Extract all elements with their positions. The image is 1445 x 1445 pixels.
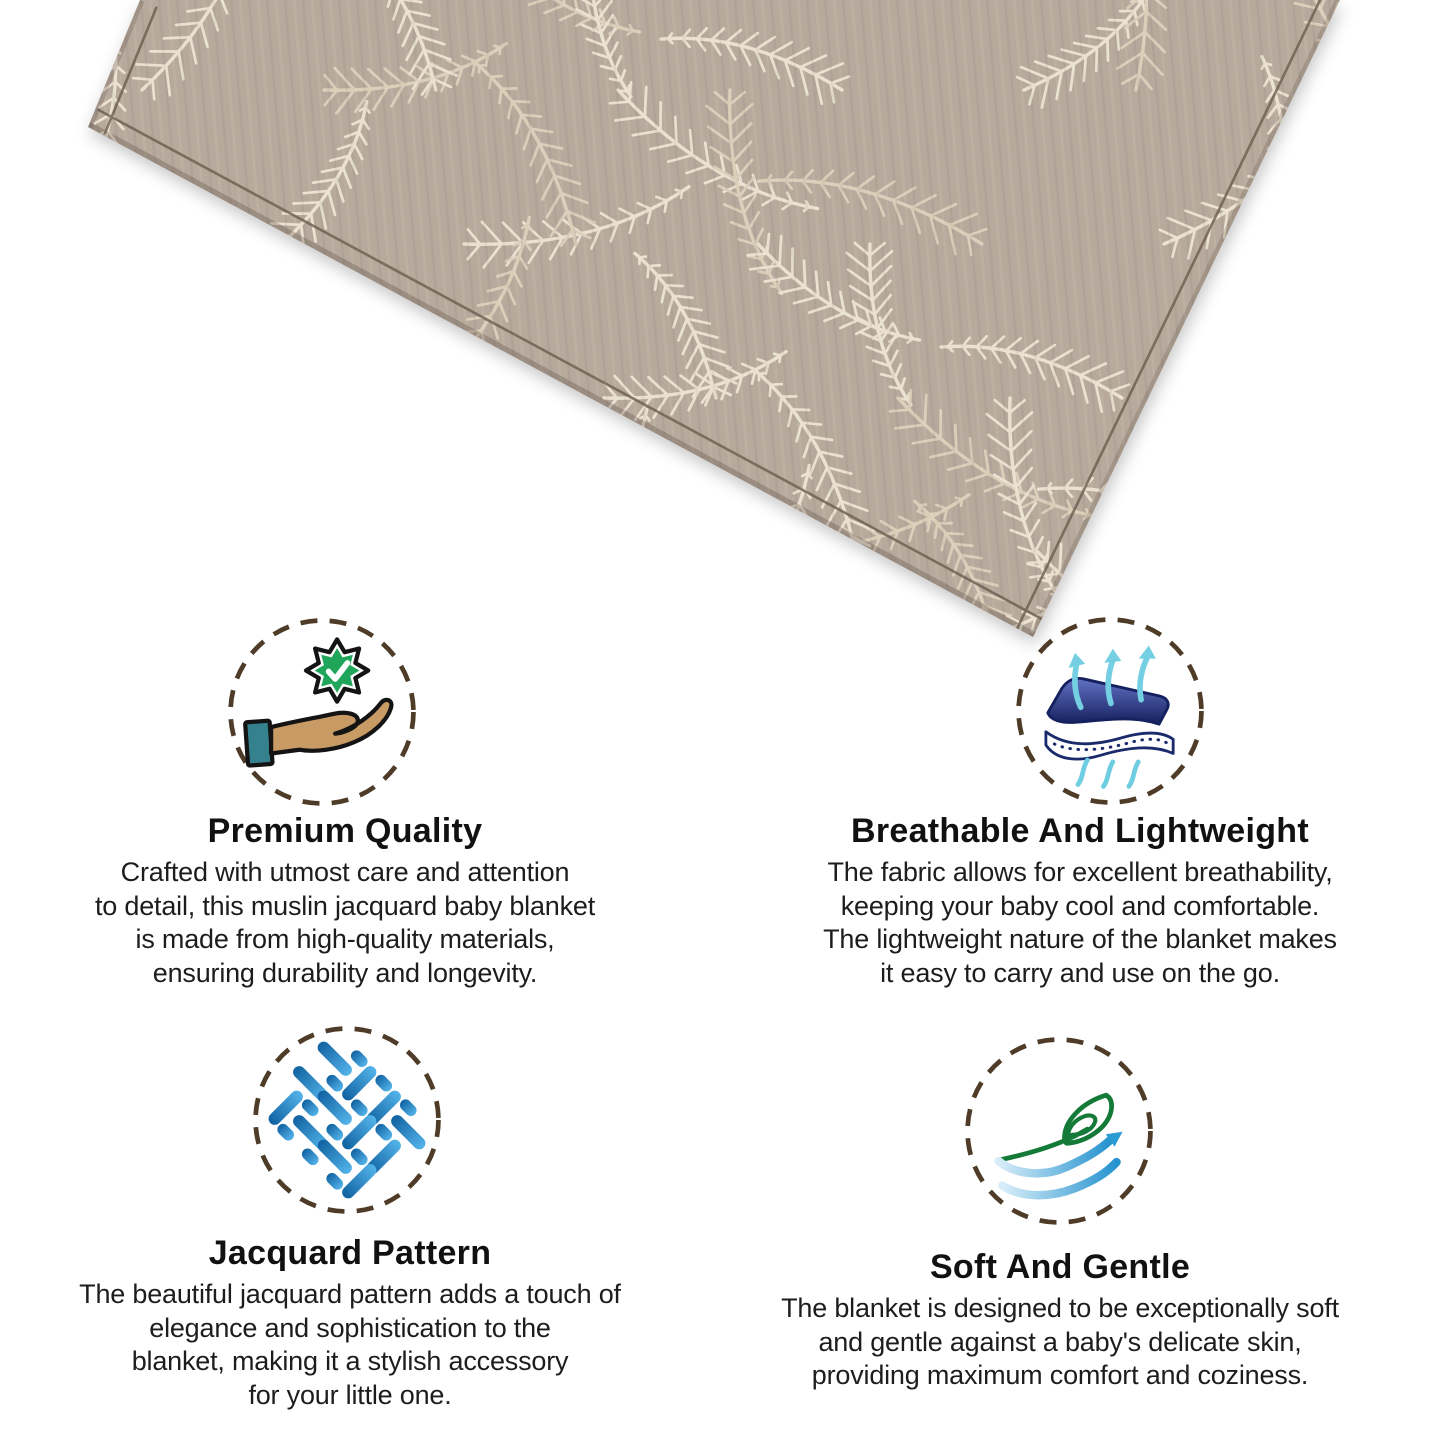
feature-body-line: Crafted with utmost care and attention [120, 857, 570, 887]
feature-body-line: The lightweight nature of the blanket makes [823, 924, 1337, 954]
feature-title: Premium Quality [207, 812, 483, 850]
feature-body-line: The beautiful jacquard pattern adds a touch of [79, 1279, 621, 1309]
feature-jacquard-pattern [0, 1234, 700, 1412]
feature-breathable-lightweight [730, 812, 1430, 990]
feature-body [710, 1292, 1410, 1393]
feature-body [730, 856, 1430, 990]
feature-body-line: providing maximum comfort and coziness. [811, 1360, 1309, 1390]
feature-title: Jacquard Pattern [208, 1234, 492, 1272]
feature-body-line: keeping your baby cool and comfortable. [840, 890, 1320, 921]
feature-body-line: ensuring durability and longevity. [152, 957, 538, 988]
feature-title: Soft And Gentle [929, 1248, 1191, 1286]
feature-body-line: is made from high-quality materials, [135, 924, 555, 954]
feature-body-line: and gentle against a baby's delicate skin, [818, 1326, 1302, 1357]
feature-body-line: The blanket is designed to be exceptionally soft [781, 1293, 1339, 1323]
feature-body-line: The fabric allows for excellent breathability, [827, 857, 1333, 887]
breathable-fabric-layers-icon [1011, 612, 1209, 810]
woven-weave-pattern-icon [248, 1021, 446, 1219]
leaf-and-waves-icon [960, 1032, 1158, 1230]
feature-body-line: for your little one. [248, 1379, 452, 1410]
feature-soft-gentle [710, 1248, 1410, 1393]
feature-body-line: it easy to carry and use on the go. [880, 957, 1280, 988]
feature-body [0, 856, 690, 990]
feature-body-line: elegance and sophistication to the [149, 1312, 551, 1343]
feature-premium-quality [0, 812, 690, 990]
quality-badge-icon [306, 639, 368, 701]
hand-with-quality-badge-icon [223, 613, 421, 811]
feature-body-line: to detail, this muslin jacquard baby blanket [95, 890, 595, 921]
feature-title: Breathable And Lightweight [851, 812, 1309, 850]
feature-body-line: blanket, making it a stylish accessory [131, 1346, 569, 1376]
feature-body [0, 1278, 700, 1412]
blanket-photo [0, 0, 1445, 700]
